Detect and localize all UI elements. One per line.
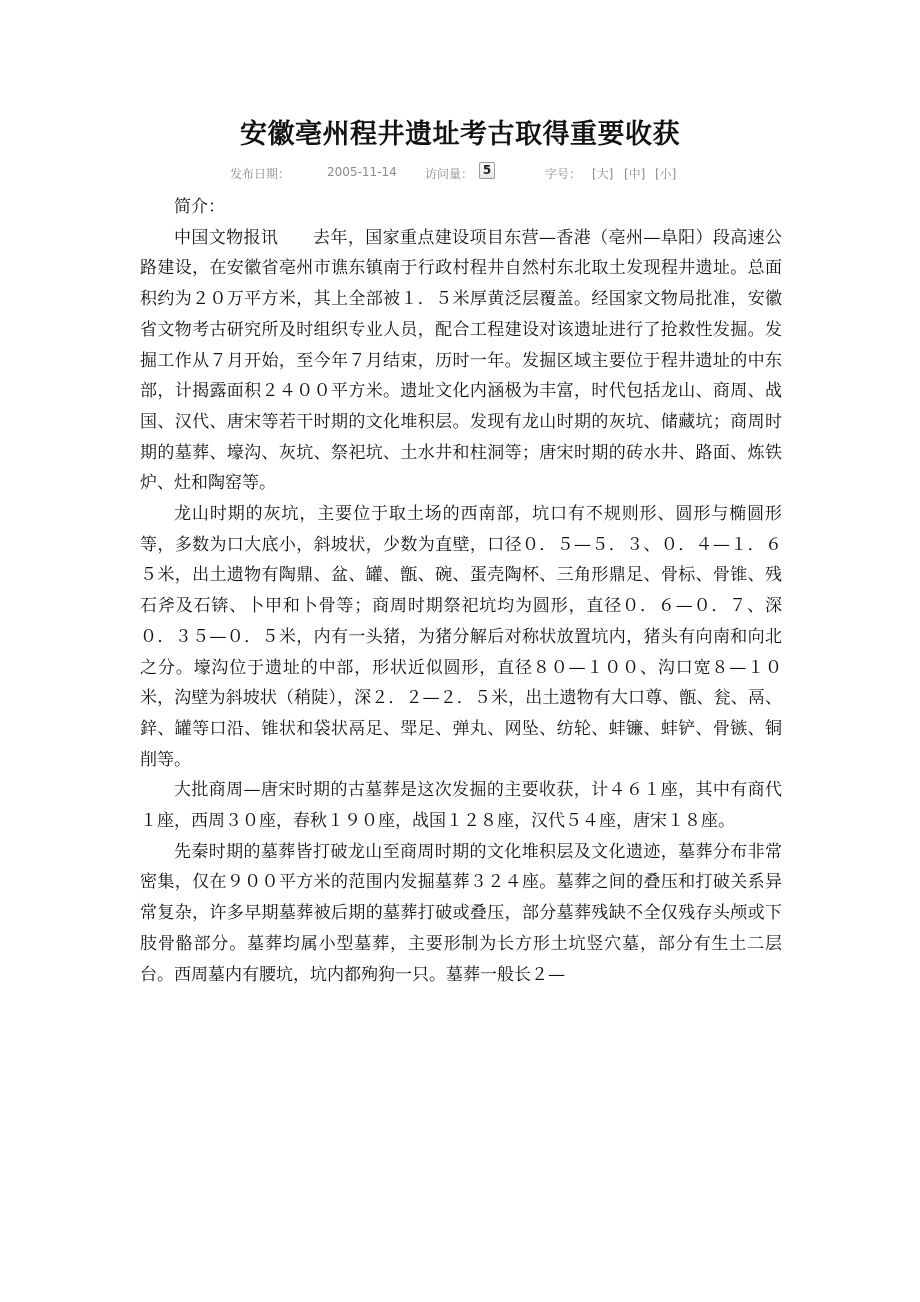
article-meta-bar [0,162,920,182]
view-count-badge: 5 [479,162,495,179]
font-size-label: 字号： [545,167,582,181]
article-title: 安徽亳州程井遗址考古取得重要收获 [240,119,680,150]
view-count-label: 访问量： [425,167,474,181]
font-size-small-link[interactable]: [小] [655,167,677,181]
body-paragraph: 先秦时期的墓葬皆打破龙山至商周时期的文化堆积层及文化遗迹，墓葬分布非常密集，仅在９００平方米的范围内发掘墓葬３２４座。墓葬之间的叠压和打破关系异常复杂，许多早期墓葬被后期的墓葬打破或叠压，部分墓葬残缺不全仅残存头颅或下肢骨骼部分。墓葬均属小型墓葬，主要形制为长方形土坑竖穴墓，部分有生土二层台。西周墓内有腰坑，坑内都殉狗一只。墓葬一般长２— [140,841,782,985]
body-paragraph: 中国文物报讯 去年，国家重点建设项目东营—香港（亳州—阜阳）段高速公路建设，在安徽省亳州市谯东镇南于行政村程井自然村东北取土发现程井遗址。总面积约为２０万平方米，其上全部被１．５米厚黄泛层覆盖。经国家文物局批准，安徽省文物考古研究所及时组织专业人员，配合工程建设对该遗址进行了抢救性发掘。发掘工作从７月开始，至今年７月结束，历时一年。发掘区域主要位于程井遗址的中东部，计揭露面积２４００平方米。遗址文化内涵极为丰富，时代包括龙山、商周、战国、汉代、唐宋等若干时期的文化堆积层。发现有龙山时期的灰坑、储藏坑；商周时期的墓葬、壕沟、灰坑、祭祀坑、土水井和柱洞等；唐宋时期的砖水井、路面、炼铁炉、灶和陶窑等。 [140,227,782,494]
article-body [140,192,782,990]
font-size-large-link[interactable]: [大] [592,167,614,181]
body-paragraph: 龙山时期的灰坑，主要位于取土场的西南部，坑口有不规则形、圆形与椭圆形等，多数为口大底小，斜坡状，少数为直壁，口径０．５—５．３、０．４—１．６５米，出土遗物有陶鼎、盆、罐、甑、碗、蛋壳陶杯、三角形鼎足、骨标、骨锥、残石斧及石锛、卜甲和卜骨等；商周时期祭祀坑均为圆形，直径０．６—０．７、深０．３５—０．５米，内有一头猪，为猪分解后对称状放置坑内，猪头有向南和向北之分。壕沟位于遗址的中部，形状近似圆形，直径８０—１００、沟口宽８—１０米，沟壁为斜坡状（稍陡），深２．２—２．５米，出土遗物有大口尊、甑、瓮、鬲、鋅、罐等口沿、锥状和袋状鬲足、斝足、弹丸、网坠、纺轮、蚌镰、蚌铲、骨镞、铜削等。 [140,504,782,770]
publish-date-label: 发布日期： [230,167,291,181]
body-paragraph: 大批商周—唐宋时期的古墓葬是这次发掘的主要收获，计４６１座，其中有商代１座，西周３０座，春秋１９０座，战国１２８座，汉代５４座，唐宋１８座。 [140,780,782,832]
publish-date: 2005-11-14 [327,165,397,179]
font-size-medium-link[interactable]: [中] [624,167,646,181]
intro-label: 简介： [174,197,225,217]
